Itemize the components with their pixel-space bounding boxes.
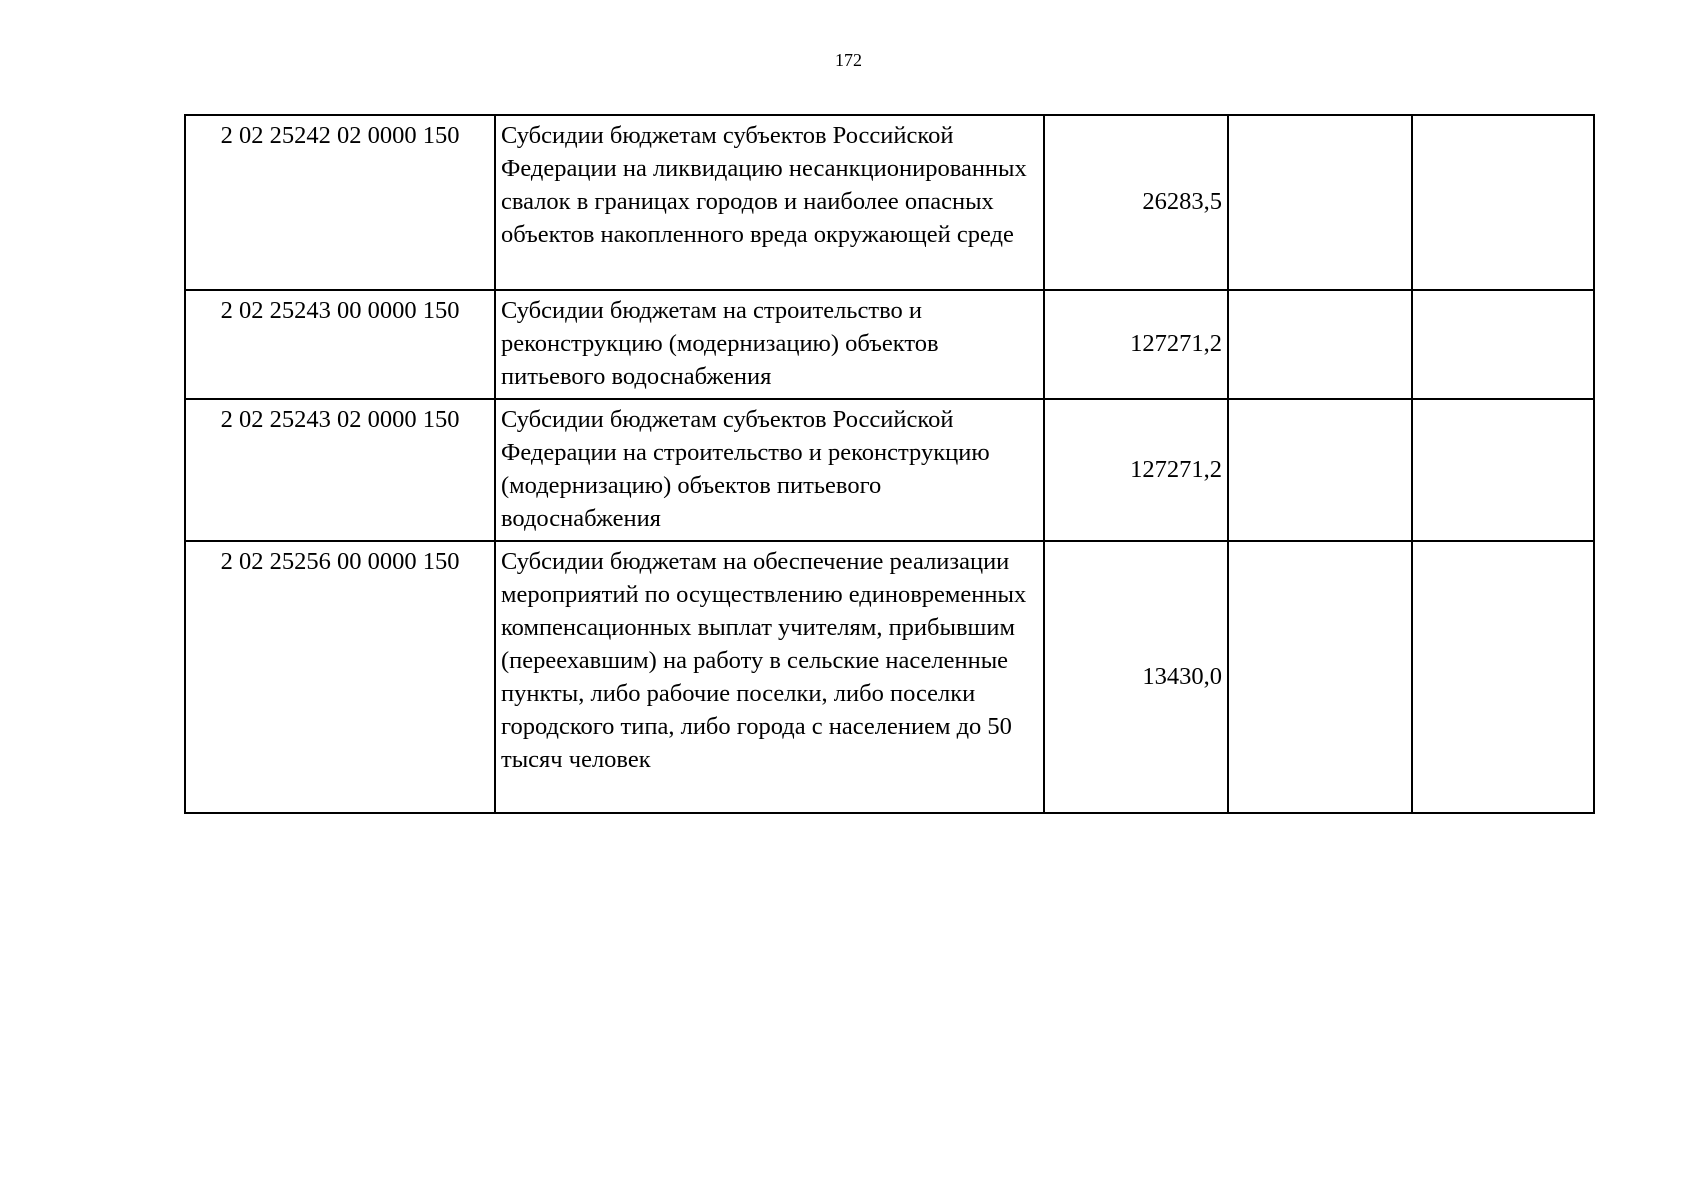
amount-value-2 (1228, 115, 1412, 290)
page-number: 172 (835, 50, 862, 70)
income-code: 2 02 25256 00 0000 150 (185, 541, 495, 813)
amount-value-2 (1228, 290, 1412, 399)
income-code: 2 02 25242 02 0000 150 (185, 115, 495, 290)
table-row (185, 290, 1594, 399)
table-row (185, 399, 1594, 541)
income-name: Субсидии бюджетам на обеспечение реализации мероприятий по осуществлению единовременных компенсационных выплат учителям, прибывшим (переехавшим) на работу в сельские населенные пункты, либо рабочие поселки, либо поселки городского типа, либо города с населением до 50 тысяч человек (495, 541, 1044, 813)
amount-value-3 (1412, 541, 1594, 813)
amount-value-2 (1228, 541, 1412, 813)
amount-value: 26283,5 (1044, 115, 1228, 290)
amount-value-3 (1412, 290, 1594, 399)
income-code: 2 02 25243 00 0000 150 (185, 290, 495, 399)
table-row (185, 115, 1594, 290)
income-name: Субсидии бюджетам на строительство и реконструкцию (модернизацию) объектов питьевого водоснабжения (495, 290, 1044, 399)
amount-value: 13430,0 (1044, 541, 1228, 813)
amount-value-3 (1412, 399, 1594, 541)
income-name: Субсидии бюджетам субъектов Российской Федерации на ликвидацию несанкционированных свалок в границах городов и наиболее опасных объектов накопленного вреда окружающей среде (495, 115, 1044, 290)
budget-table (184, 114, 1595, 814)
income-name: Субсидии бюджетам субъектов Российской Федерации на строительство и реконструкцию (модернизацию) объектов питьевого водоснабжения (495, 399, 1044, 541)
amount-value: 127271,2 (1044, 290, 1228, 399)
amount-value: 127271,2 (1044, 399, 1228, 541)
table-row (185, 541, 1594, 813)
income-code: 2 02 25243 02 0000 150 (185, 399, 495, 541)
amount-value-2 (1228, 399, 1412, 541)
amount-value-3 (1412, 115, 1594, 290)
